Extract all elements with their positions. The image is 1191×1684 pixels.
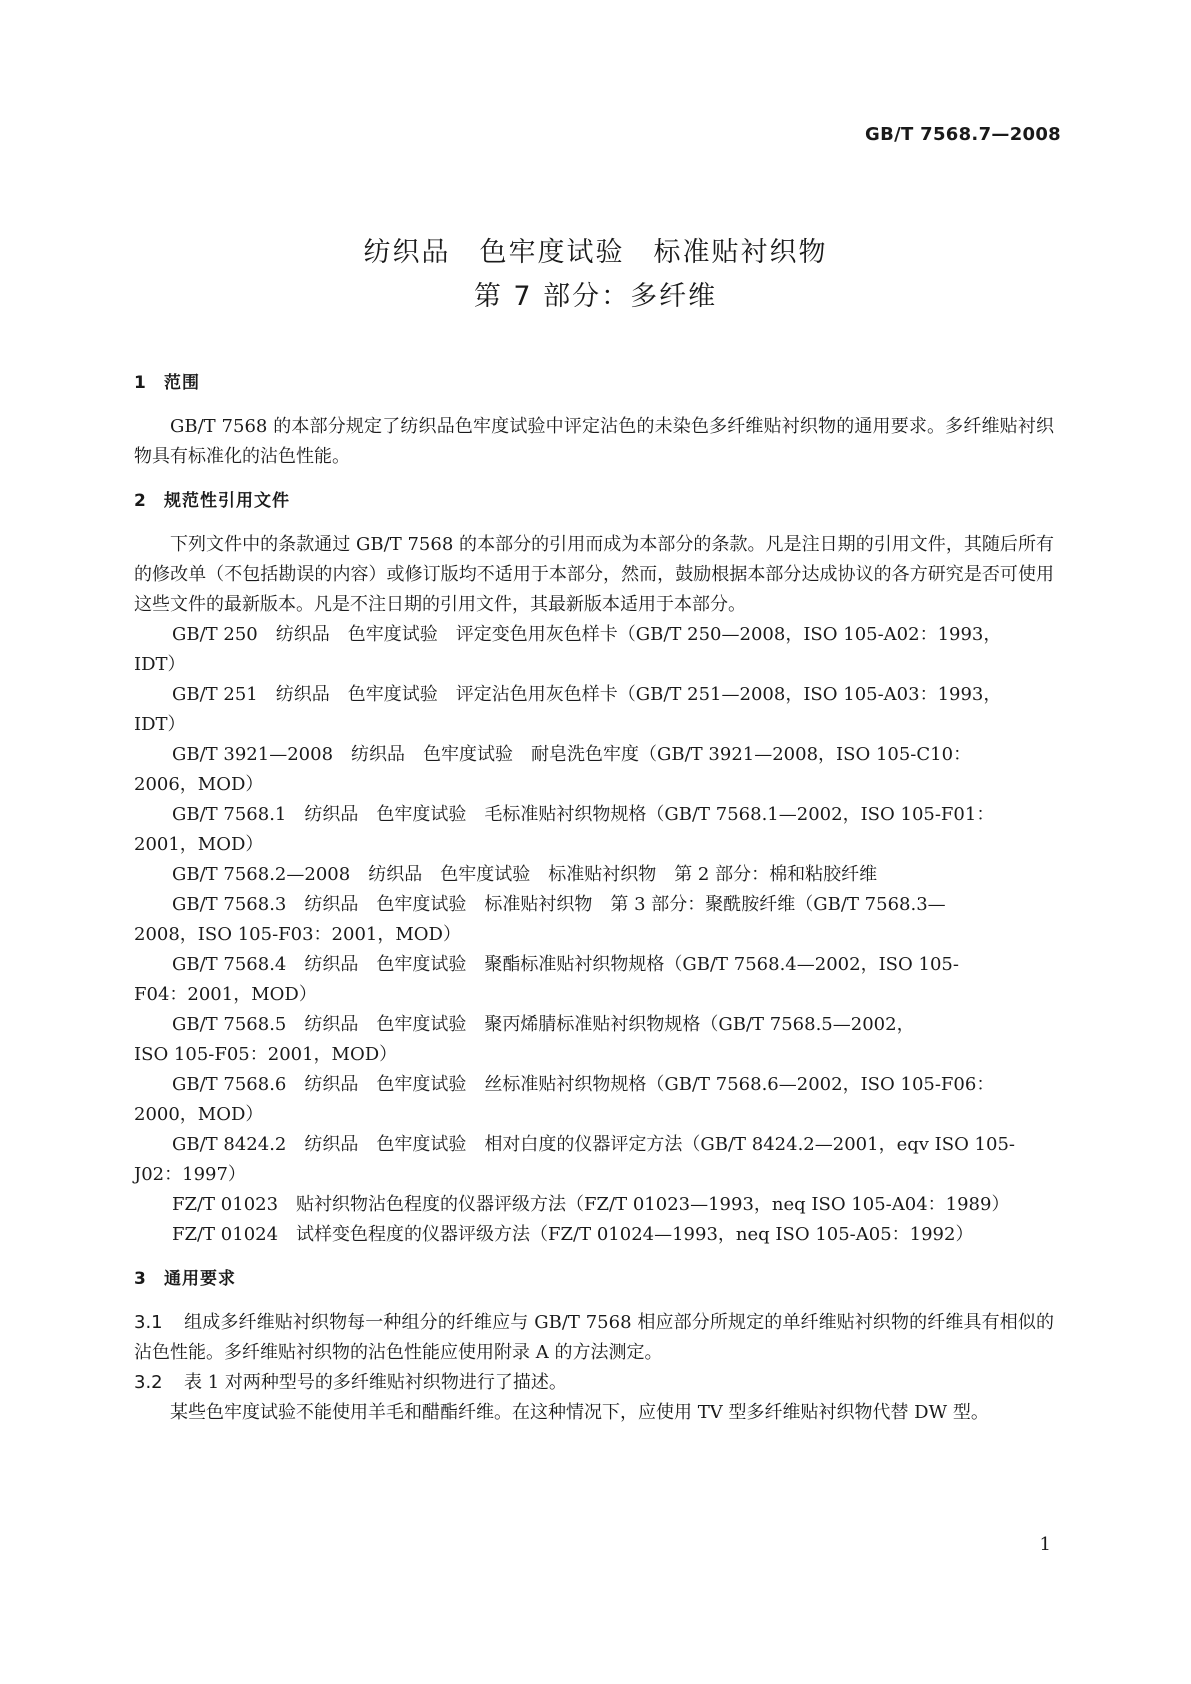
reference-line: GB/T 250 纺织品 色牢度试验 评定变色用灰色样卡（GB/T 250—2008，ISO 105-A02：1993， bbox=[172, 624, 1002, 645]
reference-line: GB/T 7568.4 纺织品 色牢度试验 聚酯标准贴衬织物规格（GB/T 7568.4—2002，ISO 105- bbox=[172, 954, 959, 975]
section-title: 范围 bbox=[164, 373, 200, 393]
reference-line: GB/T 8424.2 纺织品 色牢度试验 相对白度的仪器评定方法（GB/T 8424.2—2001，eqv ISO 105- bbox=[172, 1134, 1015, 1155]
section-heading-scope bbox=[134, 368, 1054, 398]
reference-item bbox=[134, 1220, 1054, 1250]
reference-item bbox=[134, 860, 1054, 890]
clause-text: 组成多纤维贴衬织物每一种组分的纤维应与 GB/T 7568 相应部分所规定的单纤维贴衬织物的纤维具有相似的沾色性能。多纤维贴衬织物的沾色性能应使用附录 A 的方法测定。 bbox=[134, 1312, 1054, 1363]
reference-item bbox=[134, 800, 1054, 860]
reference-line: GB/T 7568.6 纺织品 色牢度试验 丝标准贴衬织物规格（GB/T 7568.6—2002，ISO 105-F06： bbox=[172, 1074, 995, 1095]
reference-line: GB/T 7568.3 纺织品 色牢度试验 标准贴衬织物 第 3 部分：聚酰胺纤维（GB/T 7568.3— bbox=[172, 894, 946, 915]
reference-item bbox=[134, 1130, 1054, 1190]
clause-3-2 bbox=[134, 1368, 1054, 1398]
reference-continuation: 2001，MOD） bbox=[134, 834, 264, 855]
reference-line: GB/T 7568.5 纺织品 色牢度试验 聚丙烯腈标准贴衬织物规格（GB/T 7568.5—2002， bbox=[172, 1014, 915, 1035]
reference-line: GB/T 7568.1 纺织品 色牢度试验 毛标准贴衬织物规格（GB/T 7568.1—2002，ISO 105-F01： bbox=[172, 804, 995, 825]
reference-item bbox=[134, 1010, 1054, 1070]
reference-continuation: 2000，MOD） bbox=[134, 1104, 264, 1125]
page-number: 1 bbox=[1039, 1534, 1051, 1555]
reference-continuation: IDT） bbox=[134, 654, 186, 675]
section-number: 1 bbox=[134, 373, 147, 393]
reference-item bbox=[134, 950, 1054, 1010]
standard-code: GB/T 7568.7—2008 bbox=[865, 124, 1061, 145]
references-intro-paragraph: 下列文件中的条款通过 GB/T 7568 的本部分的引用而成为本部分的条款。凡是注日期的引用文件，其随后所有的修改单（不包括勘误的内容）或修订版均不适用于本部分，然而，鼓励根据本部分达成协议的各方研究是否可使用这些文件的最新版本。凡是不注日期的引用文件，其最新版本适用于本部分。 bbox=[134, 534, 1054, 615]
reference-continuation: 2008，ISO 105-F03：2001，MOD） bbox=[134, 924, 461, 945]
reference-line: GB/T 3921—2008 纺织品 色牢度试验 耐皂洗色牢度（GB/T 3921—2008，ISO 105-C10： bbox=[172, 744, 972, 765]
clause-number: 3.2 bbox=[134, 1372, 163, 1393]
document-title-line1: 纺织品 色牢度试验 标准贴衬织物 bbox=[363, 237, 828, 268]
reference-continuation: ISO 105-F05：2001，MOD） bbox=[134, 1044, 398, 1065]
reference-item bbox=[134, 1070, 1054, 1130]
clause-number: 3.1 bbox=[134, 1312, 163, 1333]
document-title-line2: 第 7 部分：多纤维 bbox=[473, 281, 718, 312]
section-number: 2 bbox=[134, 491, 147, 511]
reference-item bbox=[134, 1190, 1054, 1220]
reference-continuation: F04：2001，MOD） bbox=[134, 984, 317, 1005]
reference-item bbox=[134, 680, 1054, 740]
section-number: 3 bbox=[134, 1269, 147, 1289]
reference-line: GB/T 7568.2—2008 纺织品 色牢度试验 标准贴衬织物 第 2 部分：棉和粘胶纤维 bbox=[172, 864, 878, 885]
document-body bbox=[134, 368, 1054, 1428]
section-title: 规范性引用文件 bbox=[164, 491, 290, 511]
section-title: 通用要求 bbox=[164, 1269, 236, 1289]
reference-continuation: J02：1997） bbox=[134, 1164, 246, 1185]
reference-line: GB/T 251 纺织品 色牢度试验 评定沾色用灰色样卡（GB/T 251—2008，ISO 105-A03：1993， bbox=[172, 684, 1002, 705]
reference-continuation: 2006，MOD） bbox=[134, 774, 264, 795]
scope-paragraph: GB/T 7568 的本部分规定了纺织品色牢度试验中评定沾色的未染色多纤维贴衬织物的通用要求。多纤维贴衬织物具有标准化的沾色性能。 bbox=[134, 416, 1054, 467]
reference-continuation: IDT） bbox=[134, 714, 186, 735]
clause-text: 表 1 对两种型号的多纤维贴衬织物进行了描述。 bbox=[184, 1372, 567, 1393]
clause-3-1 bbox=[134, 1308, 1054, 1368]
clause-3-2-paragraph: 某些色牢度试验不能使用羊毛和醋酯纤维。在这种情况下，应使用 TV 型多纤维贴衬织物代替 DW 型。 bbox=[170, 1402, 989, 1423]
section-heading-normative-references bbox=[134, 486, 1054, 516]
section-heading-general-requirements bbox=[134, 1264, 1054, 1294]
reference-item bbox=[134, 890, 1054, 950]
reference-item bbox=[134, 740, 1054, 800]
reference-line: FZ/T 01023 贴衬织物沾色程度的仪器评级方法（FZ/T 01023—1993，neq ISO 105-A04：1989） bbox=[172, 1194, 1010, 1215]
reference-item bbox=[134, 620, 1054, 680]
reference-line: FZ/T 01024 试样变色程度的仪器评级方法（FZ/T 01024—1993，neq ISO 105-A05：1992） bbox=[172, 1224, 974, 1245]
